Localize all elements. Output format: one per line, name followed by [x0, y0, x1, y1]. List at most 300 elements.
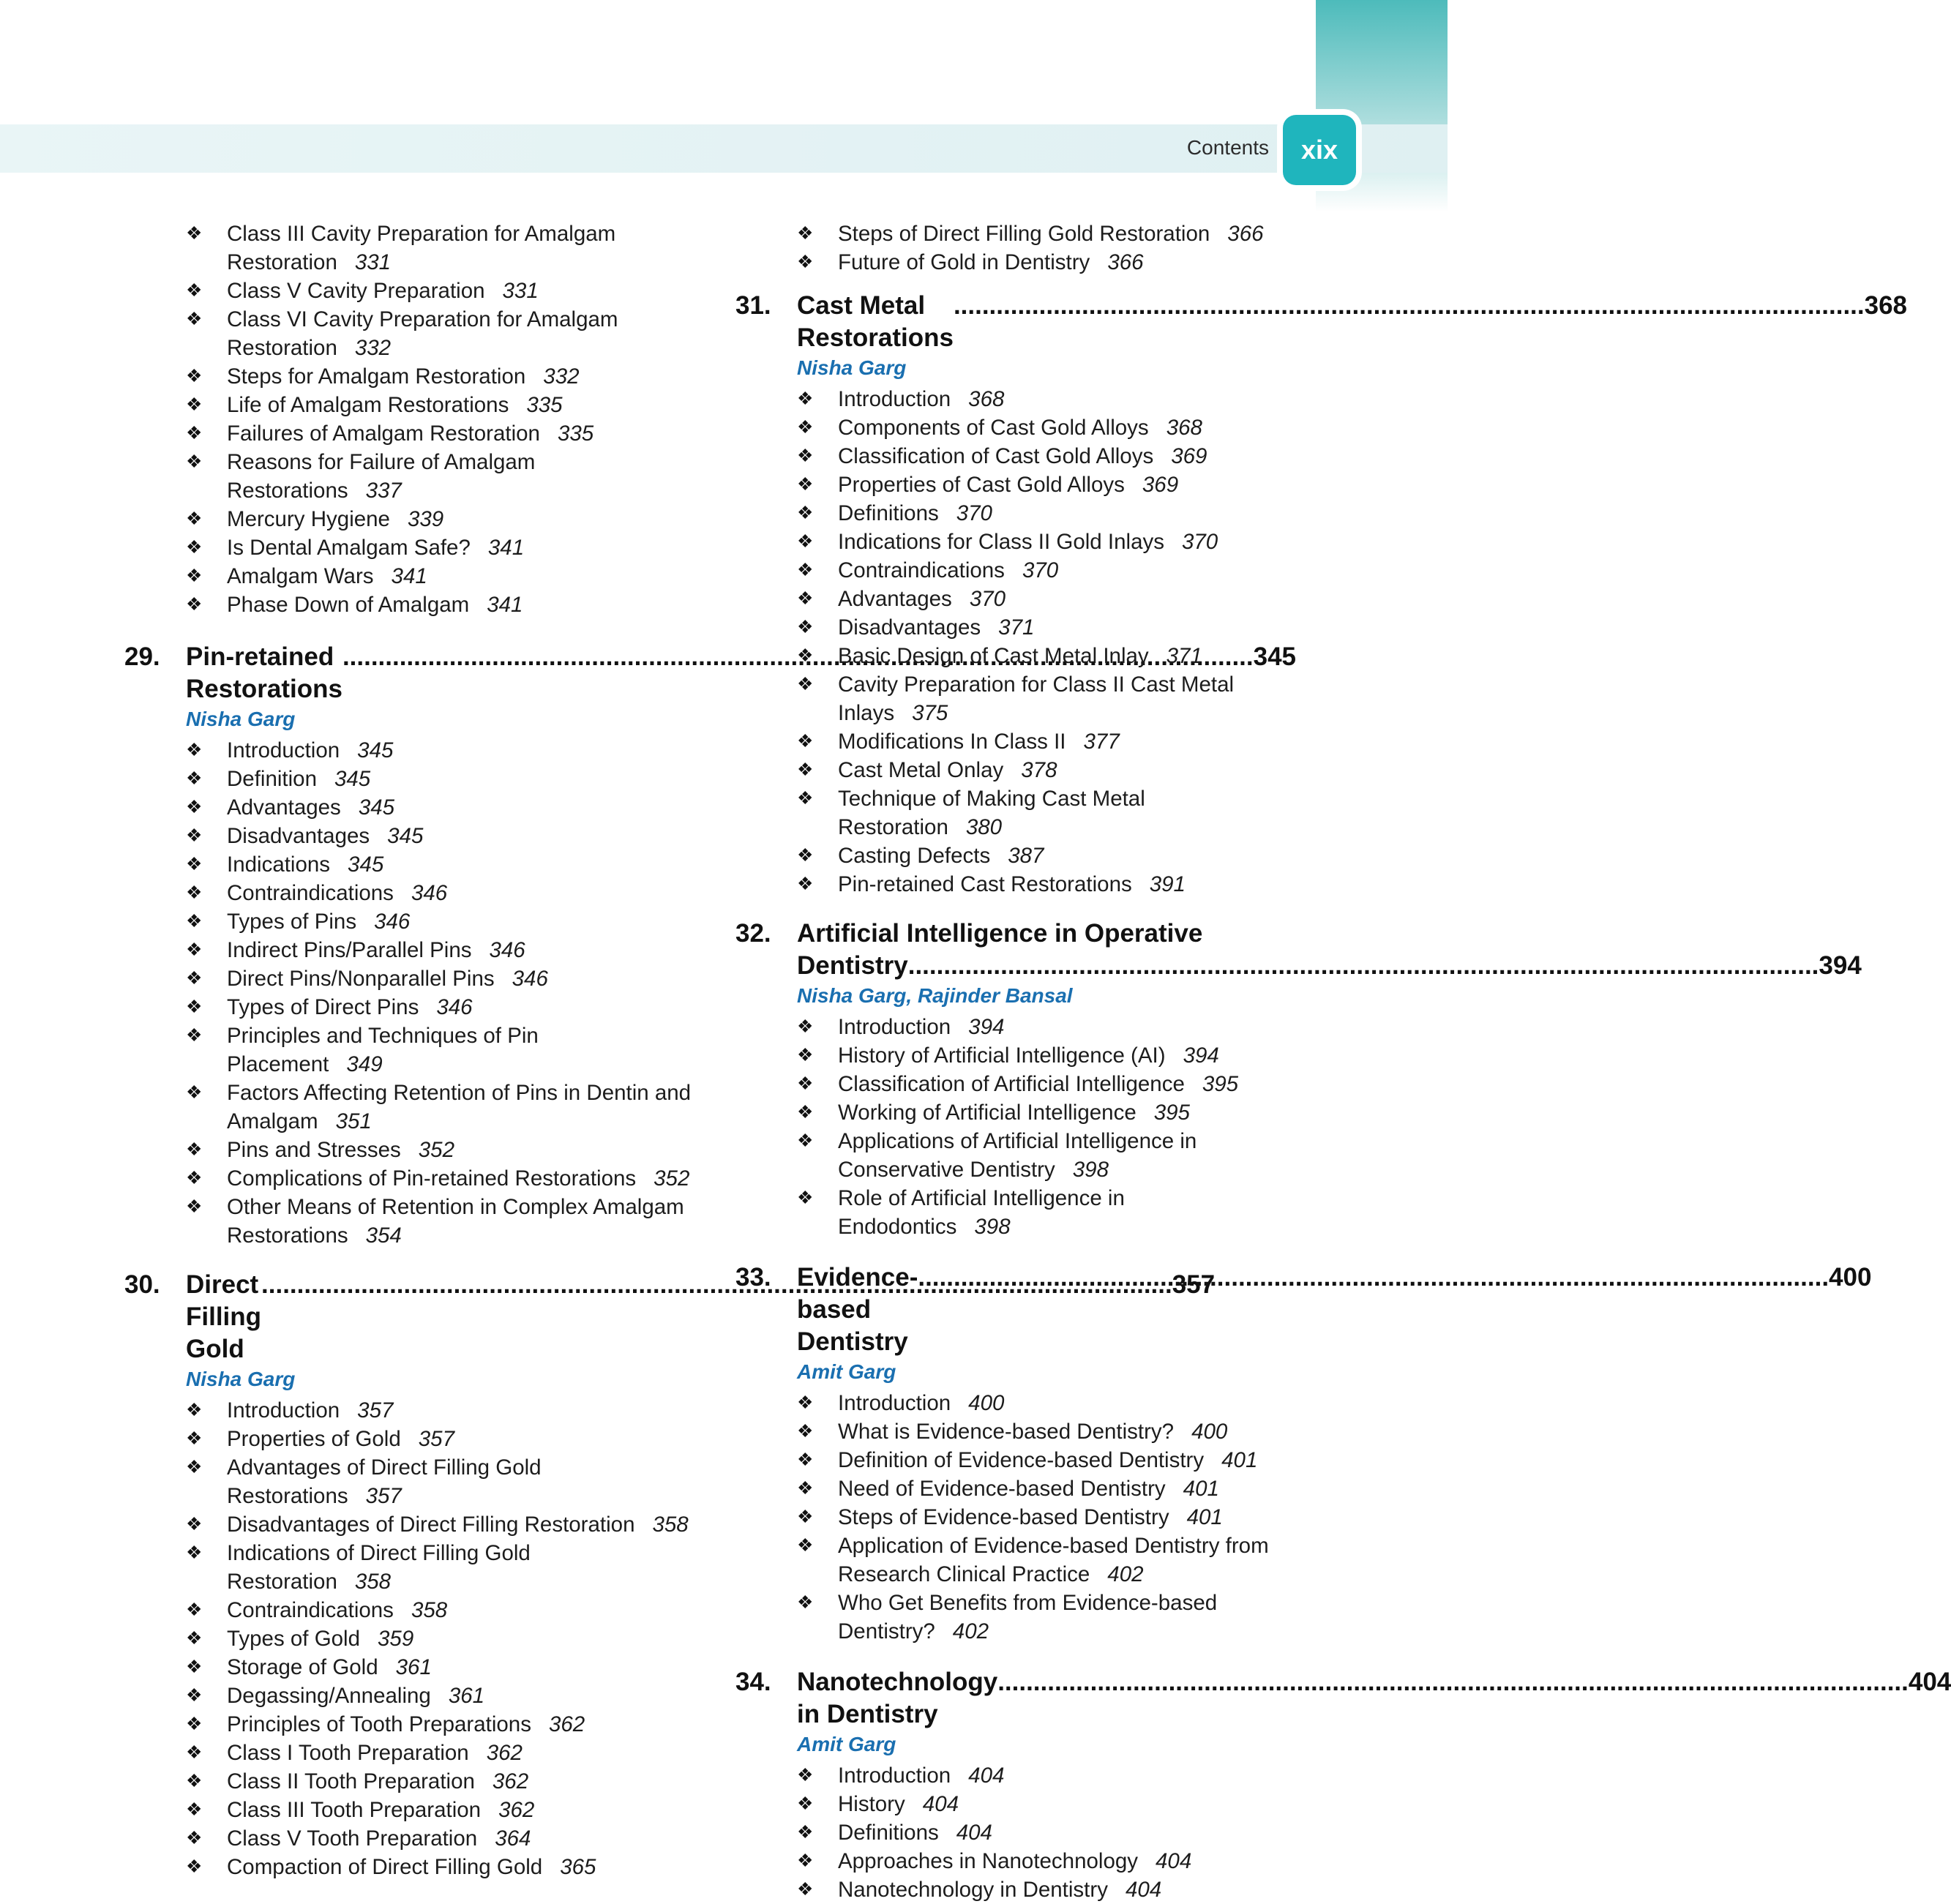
diamond-bullet-icon: ❖ — [186, 1742, 203, 1763]
toc-entry[interactable] — [735, 1070, 1321, 1098]
toc-entry[interactable] — [124, 277, 710, 305]
entry-page: 345 — [357, 738, 394, 762]
toc-entry[interactable] — [124, 1396, 710, 1425]
diamond-bullet-icon: ❖ — [797, 845, 814, 866]
entry-title-continued: Endodontics — [838, 1215, 957, 1239]
entry-title: Definitions — [838, 1821, 939, 1845]
toc-entry[interactable] — [124, 562, 710, 591]
entry-page: 341 — [487, 593, 523, 617]
diamond-bullet-icon: ❖ — [797, 1450, 814, 1470]
chapter-author: Amit Garg — [797, 1360, 896, 1383]
entry-title: Contraindications — [227, 1598, 394, 1622]
entry-title: Introduction — [838, 1391, 951, 1415]
toc-entry[interactable] — [735, 1098, 1321, 1127]
entry-page: 358 — [411, 1598, 448, 1622]
entry-title: Advantages — [227, 795, 341, 820]
chapter-title[interactable]: Nanotechnology in Dentistry — [797, 1668, 998, 1728]
diamond-bullet-icon: ❖ — [797, 731, 814, 752]
toc-entry[interactable] — [735, 1127, 1321, 1184]
toc-entry[interactable] — [124, 1624, 710, 1653]
chapter-34 — [735, 1666, 1951, 1904]
entry-title: Definition of Evidence-based Dentistry — [838, 1448, 1205, 1472]
entry-title: Mercury Hygiene — [227, 507, 390, 531]
entry-page: 346 — [411, 881, 448, 905]
diamond-bullet-icon: ❖ — [797, 1535, 814, 1556]
toc-entry[interactable] — [124, 964, 710, 993]
entry-page: 335 — [557, 421, 594, 446]
toc-entry[interactable] — [735, 220, 1321, 248]
toc-entry[interactable] — [735, 1589, 1321, 1646]
entry-title: Basic Design of Cast Metal Inlay — [838, 644, 1149, 668]
entry-title: Need of Evidence-based Dentistry — [838, 1477, 1166, 1501]
toc-entry[interactable] — [124, 305, 710, 362]
entry-title: Class III Cavity Preparation for Amalgam — [227, 222, 616, 246]
entry-page: 362 — [498, 1798, 535, 1822]
entry-title: Other Means of Retention in Complex Amalgam — [227, 1195, 684, 1219]
chapter-page: 357 — [1172, 1270, 1216, 1299]
diamond-bullet-icon: ❖ — [186, 1139, 203, 1160]
entry-title: Direct Pins/Nonparallel Pins — [227, 967, 495, 991]
entry-page: 369 — [1171, 444, 1207, 468]
toc-entry[interactable] — [124, 533, 710, 562]
entry-page: 404 — [1125, 1878, 1162, 1902]
toc-entry[interactable] — [124, 907, 710, 936]
entry-page: 404 — [922, 1792, 959, 1816]
toc-entry[interactable] — [124, 822, 710, 850]
entry-title: Compaction of Direct Filling Gold — [227, 1855, 543, 1879]
entry-page: 404 — [968, 1764, 1005, 1788]
entry-title: History of Artificial Intelligence (AI) — [838, 1043, 1166, 1068]
diamond-bullet-icon: ❖ — [186, 968, 203, 989]
diamond-bullet-icon: ❖ — [186, 1025, 203, 1046]
entry-page: 332 — [354, 336, 392, 360]
toc-entry[interactable] — [124, 850, 710, 879]
leader-dots — [997, 1666, 1909, 1698]
toc-entry[interactable] — [735, 1875, 1321, 1904]
entry-title: Complications of Pin-retained Restorations — [227, 1166, 637, 1191]
right-column — [735, 220, 1951, 1904]
entry-page: 370 — [969, 587, 1006, 611]
entry-title: Steps of Direct Filling Gold Restoration — [838, 222, 1210, 246]
toc-entry[interactable] — [735, 784, 1321, 842]
toc-entry[interactable] — [124, 1193, 710, 1250]
toc-entry[interactable] — [735, 670, 1321, 727]
entry-page: 335 — [526, 393, 563, 417]
diamond-bullet-icon: ❖ — [797, 1102, 814, 1122]
entry-page: 361 — [395, 1655, 432, 1679]
entry-title-continued: Dentistry? — [838, 1619, 935, 1643]
diamond-bullet-icon: ❖ — [186, 1196, 203, 1217]
entry-page: 357 — [357, 1398, 394, 1423]
chapter-32 — [735, 918, 1862, 1241]
diamond-bullet-icon: ❖ — [186, 1799, 203, 1820]
diamond-bullet-icon: ❖ — [186, 594, 203, 615]
entry-page: 354 — [365, 1223, 402, 1248]
chapter-33 — [735, 1262, 1872, 1646]
toc-list — [735, 385, 1321, 899]
entry-title: Cast Metal Onlay — [838, 758, 1004, 782]
toc-entry[interactable] — [124, 1164, 710, 1193]
entry-title-continued: Restorations — [227, 1223, 348, 1248]
entry-page: 351 — [335, 1109, 372, 1133]
entry-page: 375 — [912, 701, 948, 725]
entry-title-continued: Placement — [227, 1052, 329, 1076]
entry-page: 352 — [418, 1138, 454, 1162]
entry-page: 404 — [1156, 1849, 1192, 1873]
diamond-bullet-icon: ❖ — [797, 617, 814, 637]
toc-entry[interactable] — [735, 1818, 1321, 1847]
toc-entry[interactable] — [735, 385, 1321, 413]
toc-entry[interactable] — [124, 1425, 710, 1453]
toc-entry[interactable] — [735, 727, 1321, 756]
entry-page: 345 — [358, 795, 395, 820]
entry-title: Types of Gold — [227, 1627, 361, 1651]
entry-title: Disadvantages — [227, 824, 370, 848]
toc-entry[interactable] — [735, 248, 1321, 277]
entry-page: 395 — [1153, 1101, 1190, 1125]
toc-entry[interactable] — [124, 505, 710, 533]
diamond-bullet-icon: ❖ — [797, 760, 814, 780]
entry-title: Class III Tooth Preparation — [227, 1798, 482, 1822]
entry-title: Types of Pins — [227, 910, 357, 934]
diamond-bullet-icon: ❖ — [186, 1828, 203, 1848]
entry-title: Class VI Cavity Preparation for Amalgam — [227, 307, 618, 331]
diamond-bullet-icon: ❖ — [797, 1188, 814, 1208]
diamond-bullet-icon: ❖ — [797, 1393, 814, 1413]
toc-entry[interactable] — [124, 736, 710, 765]
toc-entry[interactable] — [124, 1022, 710, 1079]
entry-page: 402 — [1107, 1562, 1144, 1586]
entry-page: 331 — [502, 279, 539, 303]
entry-title: Disadvantages of Direct Filling Restoration — [227, 1513, 635, 1537]
diamond-bullet-icon: ❖ — [797, 1045, 814, 1065]
entry-page: 400 — [968, 1391, 1005, 1415]
chapter-number: 29. — [124, 642, 160, 671]
toc-entry[interactable] — [124, 1539, 710, 1596]
toc-entry[interactable] — [735, 528, 1321, 556]
entry-title: Cavity Preparation for Class II Cast Metal — [838, 672, 1235, 697]
toc-entry[interactable] — [124, 879, 710, 907]
diamond-bullet-icon: ❖ — [797, 588, 814, 609]
chapter-author: Nisha Garg — [186, 1368, 296, 1390]
entry-page: 402 — [952, 1619, 989, 1643]
toc-entry[interactable] — [124, 1596, 710, 1624]
diamond-bullet-icon: ❖ — [186, 911, 203, 932]
diamond-bullet-icon: ❖ — [797, 1131, 814, 1151]
diamond-bullet-icon: ❖ — [186, 1400, 203, 1420]
toc-entry[interactable] — [124, 1682, 710, 1710]
toc-entry[interactable] — [735, 870, 1321, 899]
toc-entry[interactable] — [124, 1796, 710, 1824]
entry-page: 339 — [407, 507, 444, 531]
entry-page: 404 — [956, 1821, 992, 1845]
toc-entry[interactable] — [735, 499, 1321, 528]
chapter-title[interactable]: Cast Metal Restorations — [797, 291, 954, 352]
toc-entry[interactable] — [124, 936, 710, 964]
diamond-bullet-icon: ❖ — [797, 1879, 814, 1900]
entry-title: Types of Direct Pins — [227, 995, 419, 1019]
entry-title: Introduction — [838, 1764, 951, 1788]
toc-entry[interactable] — [124, 220, 710, 277]
entry-page: 387 — [1008, 844, 1044, 868]
toc-list — [735, 1761, 1321, 1904]
entry-title-continued: Restoration — [227, 1570, 337, 1594]
chapter-title-line1[interactable]: Artificial Intelligence in Operative — [797, 919, 1203, 948]
entry-page: 362 — [486, 1741, 523, 1765]
toc-entry[interactable] — [735, 556, 1321, 585]
chapter-author: Amit Garg — [797, 1733, 896, 1755]
entry-page: 362 — [548, 1712, 585, 1736]
toc-entry[interactable] — [735, 1474, 1321, 1503]
toc-entry[interactable] — [124, 1767, 710, 1796]
entry-page: 352 — [654, 1166, 690, 1191]
entry-title: Technique of Making Cast Metal — [838, 787, 1145, 811]
entry-page: 378 — [1021, 758, 1057, 782]
toc-entry[interactable] — [735, 585, 1321, 613]
toc-entry[interactable] — [735, 471, 1321, 499]
entry-title: Introduction — [227, 1398, 340, 1423]
chapter-author: Nisha Garg — [797, 356, 907, 379]
chapter-title[interactable]: Evidence-based Dentistry — [797, 1263, 918, 1356]
diamond-bullet-icon: ❖ — [797, 389, 814, 409]
entry-title: Steps of Evidence-based Dentistry — [838, 1505, 1169, 1529]
entry-title: Contraindications — [227, 881, 394, 905]
entry-page: 331 — [354, 250, 392, 274]
toc-entry[interactable] — [124, 448, 710, 505]
entry-page: 341 — [487, 536, 525, 560]
diamond-bullet-icon: ❖ — [797, 560, 814, 580]
entry-page: 346 — [489, 938, 525, 962]
entry-title-continued: Restorations — [227, 479, 348, 503]
entry-page: 345 — [387, 824, 424, 848]
toc-entry[interactable] — [124, 1739, 710, 1767]
entry-title: Role of Artificial Intelligence in — [838, 1186, 1125, 1210]
entry-title: Modifications In Class II — [838, 730, 1066, 754]
entry-page: 346 — [436, 995, 473, 1019]
entry-title: Advantages of Direct Filling Gold — [227, 1455, 542, 1480]
entry-page: 395 — [1202, 1072, 1239, 1096]
diamond-bullet-icon: ❖ — [186, 280, 203, 301]
entry-page: 398 — [974, 1215, 1011, 1239]
toc-entry[interactable] — [124, 993, 710, 1022]
entry-page: 346 — [512, 967, 548, 991]
diamond-bullet-icon: ❖ — [186, 825, 203, 846]
diamond-bullet-icon: ❖ — [186, 223, 203, 244]
toc-entry[interactable] — [124, 765, 710, 793]
entry-page: 358 — [354, 1570, 392, 1594]
entry-title: Future of Gold in Dentistry — [838, 250, 1090, 274]
toc-entry[interactable] — [735, 1389, 1321, 1417]
toc-entry[interactable] — [124, 362, 710, 391]
diamond-bullet-icon: ❖ — [797, 503, 814, 523]
diamond-bullet-icon: ❖ — [186, 451, 203, 472]
chapter-title[interactable]: Pin-retained Restorations — [186, 642, 342, 703]
diamond-bullet-icon: ❖ — [186, 309, 203, 329]
toc-entry[interactable] — [124, 793, 710, 822]
entry-title: Contraindications — [838, 558, 1005, 582]
toc-entry[interactable] — [124, 1510, 710, 1539]
toc-entry[interactable] — [124, 391, 710, 419]
toc-entry[interactable] — [124, 1824, 710, 1853]
toc-entry[interactable] — [124, 419, 710, 448]
toc-list — [735, 1013, 1321, 1241]
chapter-31 — [735, 290, 1908, 899]
toc-entry[interactable] — [124, 1653, 710, 1682]
entry-title: Definitions — [838, 501, 939, 525]
entry-page: 368 — [968, 387, 1005, 411]
entry-title-continued: Amalgam — [227, 1109, 318, 1133]
entry-title: Failures of Amalgam Restoration — [227, 421, 540, 446]
diamond-bullet-icon: ❖ — [186, 1543, 203, 1563]
diamond-bullet-icon: ❖ — [186, 1082, 203, 1103]
entry-page: 394 — [1183, 1043, 1219, 1068]
entry-title: Principles and Techniques of Pin — [227, 1024, 539, 1048]
toc-entry[interactable] — [735, 1041, 1321, 1070]
diamond-bullet-icon: ❖ — [797, 1016, 814, 1037]
toc-entry[interactable] — [124, 1079, 710, 1136]
diamond-bullet-icon: ❖ — [186, 366, 203, 386]
entry-page: 364 — [495, 1826, 531, 1851]
entry-title: Classification of Cast Gold Alloys — [838, 444, 1154, 468]
toc-entry[interactable] — [124, 1710, 710, 1739]
entry-title: Factors Affecting Retention of Pins in Dentin and — [227, 1081, 692, 1105]
entry-page: 391 — [1149, 872, 1186, 896]
entry-page: 371 — [1166, 644, 1202, 668]
chapter-number: 33. — [735, 1263, 771, 1292]
diamond-bullet-icon: ❖ — [186, 1514, 203, 1534]
diamond-bullet-icon: ❖ — [186, 940, 203, 960]
chapter-page: 400 — [1829, 1263, 1872, 1292]
entry-title-continued: Restorations — [227, 1484, 348, 1508]
toc-entry[interactable] — [735, 1184, 1321, 1241]
entry-title-continued: Restoration — [838, 815, 948, 839]
entry-page: 362 — [492, 1769, 529, 1794]
diamond-bullet-icon: ❖ — [797, 645, 814, 666]
entry-title: Pins and Stresses — [227, 1138, 401, 1162]
entry-title: Class II Tooth Preparation — [227, 1769, 475, 1794]
toc-entry[interactable] — [735, 1761, 1321, 1790]
entry-page: 365 — [560, 1855, 596, 1879]
entry-page: 337 — [365, 479, 402, 503]
toc-entry[interactable] — [735, 1790, 1321, 1818]
entry-page: 361 — [448, 1684, 485, 1708]
chapter-title-line2[interactable]: Dentistry — [797, 951, 908, 980]
leader-dots — [918, 1262, 1829, 1294]
toc-entry[interactable] — [124, 591, 710, 619]
entry-page: 370 — [1022, 558, 1059, 582]
chapter-page: 345 — [1253, 642, 1297, 671]
entry-page: 401 — [1183, 1477, 1219, 1501]
entry-page: 371 — [998, 615, 1035, 640]
diamond-bullet-icon: ❖ — [797, 223, 814, 244]
entry-page: 366 — [1227, 222, 1264, 246]
entry-title: Casting Defects — [838, 844, 991, 868]
entry-title: Introduction — [838, 387, 951, 411]
diamond-bullet-icon: ❖ — [797, 531, 814, 552]
diamond-bullet-icon: ❖ — [186, 1714, 203, 1734]
diamond-bullet-icon: ❖ — [186, 1685, 203, 1706]
diamond-bullet-icon: ❖ — [797, 417, 814, 438]
entry-title: Class V Cavity Preparation — [227, 279, 485, 303]
entry-title: History — [838, 1792, 905, 1816]
toc-list — [124, 1396, 710, 1881]
diamond-bullet-icon: ❖ — [186, 394, 203, 415]
entry-title: Is Dental Amalgam Safe? — [227, 536, 471, 560]
diamond-bullet-icon: ❖ — [186, 566, 203, 586]
toc-list — [735, 1389, 1321, 1646]
toc-entry[interactable] — [735, 413, 1321, 442]
toc-entry[interactable] — [735, 1417, 1321, 1446]
diamond-bullet-icon: ❖ — [186, 1657, 203, 1677]
diamond-bullet-icon: ❖ — [186, 1856, 203, 1877]
entry-title: Who Get Benefits from Evidence-based — [838, 1591, 1218, 1615]
entry-title: Working of Artificial Intelligence — [838, 1101, 1136, 1125]
entry-title: Applications of Artificial Intelligence in — [838, 1129, 1197, 1153]
chapter-number: 32. — [735, 919, 771, 948]
diamond-bullet-icon: ❖ — [797, 874, 814, 894]
toc-list — [124, 736, 710, 1250]
entry-page: 394 — [968, 1015, 1005, 1039]
entry-page: 366 — [1107, 250, 1144, 274]
diamond-bullet-icon: ❖ — [186, 997, 203, 1017]
toc-entry[interactable] — [124, 1136, 710, 1164]
toc-list — [735, 220, 1321, 277]
entry-title: Application of Evidence-based Dentistry from — [838, 1534, 1269, 1558]
leader-dots — [908, 950, 1819, 982]
toc-entry[interactable] — [735, 1847, 1321, 1875]
toc-entry[interactable] — [735, 1446, 1321, 1474]
chapter-title[interactable]: Direct Filling Gold — [186, 1270, 262, 1363]
toc-entry[interactable] — [735, 642, 1321, 670]
entry-title: Introduction — [838, 1015, 951, 1039]
toc-entry[interactable] — [735, 613, 1321, 642]
diamond-bullet-icon: ❖ — [186, 1628, 203, 1649]
entry-page: 370 — [1181, 530, 1218, 554]
toc-entry[interactable] — [735, 1503, 1321, 1532]
toc-entry[interactable] — [124, 1853, 710, 1881]
entry-page: 357 — [365, 1484, 402, 1508]
toc-entry[interactable] — [735, 442, 1321, 471]
toc-entry[interactable] — [735, 842, 1321, 870]
entry-title-continued: Conservative Dentistry — [838, 1158, 1055, 1182]
diamond-bullet-icon: ❖ — [797, 1851, 814, 1871]
entry-title: Principles of Tooth Preparations — [227, 1712, 531, 1736]
running-title: Contents — [1186, 136, 1269, 159]
toc-entry[interactable] — [735, 1013, 1321, 1041]
entry-title: What is Evidence-based Dentistry? — [838, 1420, 1175, 1444]
entry-page: 345 — [334, 767, 371, 791]
entry-page: 370 — [956, 501, 992, 525]
diamond-bullet-icon: ❖ — [797, 1073, 814, 1094]
diamond-bullet-icon: ❖ — [797, 1478, 814, 1499]
toc-entry[interactable] — [124, 1453, 710, 1510]
toc-entry[interactable] — [735, 1532, 1321, 1589]
entry-page: 368 — [1166, 416, 1202, 440]
diamond-bullet-icon: ❖ — [797, 1822, 814, 1843]
toc-entry[interactable] — [735, 756, 1321, 784]
entry-title-continued: Inlays — [838, 701, 895, 725]
diamond-bullet-icon: ❖ — [797, 1421, 814, 1442]
toc-list — [124, 220, 710, 619]
entry-title: Components of Cast Gold Alloys — [838, 416, 1149, 440]
diamond-bullet-icon: ❖ — [797, 474, 814, 495]
entry-title: Advantages — [838, 587, 952, 611]
entry-title: Steps for Amalgam Restoration — [227, 364, 526, 389]
entry-title: Storage of Gold — [227, 1655, 378, 1679]
entry-title: Classification of Artificial Intelligence — [838, 1072, 1185, 1096]
diamond-bullet-icon: ❖ — [186, 768, 203, 789]
diamond-bullet-icon: ❖ — [797, 1507, 814, 1527]
